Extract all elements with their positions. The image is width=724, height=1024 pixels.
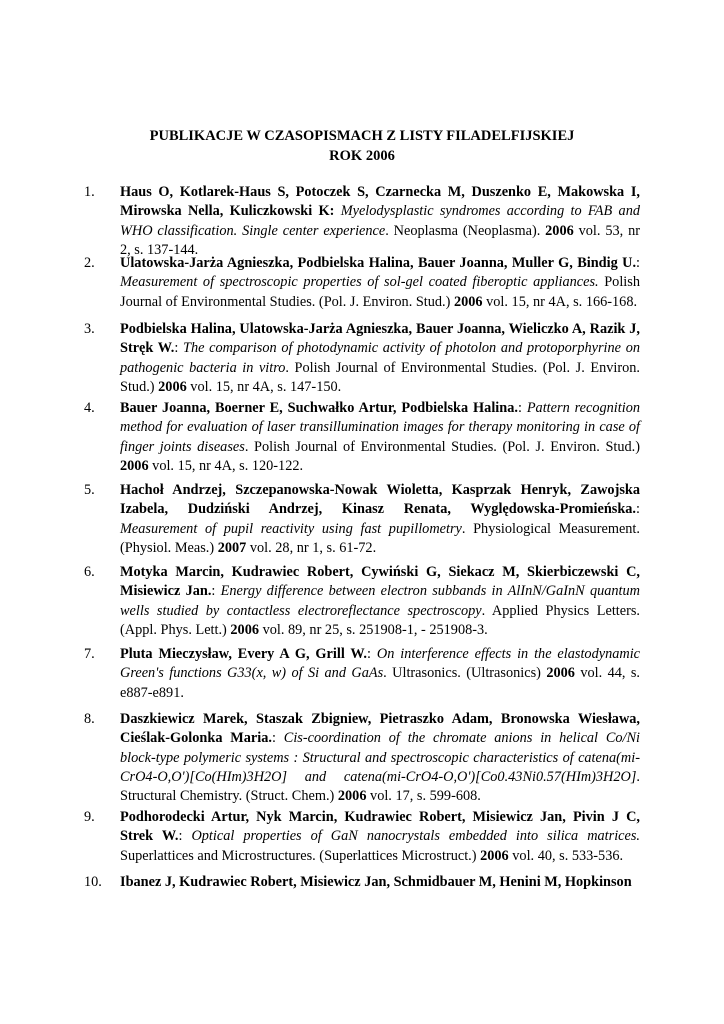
entry-year: 2006	[158, 378, 187, 395]
entry-title: On interference effects in the elastodynamic Green's functions G33(x, w) of Si and GaAs	[120, 646, 641, 682]
entry-authors: Pluta Mieczysław, Every A G, Grill W.	[120, 646, 367, 662]
entry-separator: :	[271, 730, 284, 747]
entry-title: Myelodysplastic syndromes according to FAB and WHO classification. Single center experience	[120, 203, 640, 239]
entry-title: The comparison of photodynamic activity of photolon and protoporphyrine on pathogenic bacteria in vitro	[120, 340, 640, 376]
entry-authors: Bauer Joanna, Boerner E, Suchwałko Artur, Podbielska Halina.	[120, 400, 518, 416]
entry-separator: :	[211, 583, 221, 600]
entry-text	[120, 320, 640, 397]
entry-title: Measurement of spectroscopic properties of sol-gel coated fiberoptic appliances.	[120, 274, 599, 291]
publication-entry	[84, 710, 640, 806]
entry-year: 2006	[230, 621, 259, 638]
publication-entry	[84, 254, 640, 312]
entry-details: vol. 15, nr 4A, s. 120-122.	[148, 457, 304, 474]
entry-title: Energy difference between electron subbands in AlInN/GaInN quantum wells studied by contactless electroreflectance spectroscopy	[120, 583, 640, 619]
entry-separator: :	[178, 828, 192, 845]
entry-details: vol. 40, s. 533-536.	[508, 847, 624, 864]
entry-separator: :	[367, 646, 377, 662]
entry-year: 2006	[546, 665, 575, 682]
entry-details: vol. 89, nr 25, s. 251908-1, - 251908-3.	[259, 621, 488, 638]
entry-journal: . Polish Journal of Environmental Studies. (Pol. J. Environ. Stud.)	[244, 438, 641, 455]
entry-separator: :	[517, 400, 527, 416]
publication-entry	[84, 399, 640, 476]
page-title-line1: PUBLIKACJE W CZASOPISMACH Z LISTY FILADELFIJSKIEJ	[149, 128, 575, 144]
entry-text	[120, 563, 640, 640]
entry-authors: Ibanez J, Kudrawiec Robert, Misiewicz Jan, Schmidbauer M, Henini M, Hopkinson	[120, 874, 632, 890]
entry-number: 4.	[84, 400, 95, 416]
entry-number: 3.	[84, 321, 95, 337]
entry-journal: . Physiological Measurement. (Physiol. Meas.)	[120, 520, 640, 556]
entry-details: vol. 17, s. 599-608.	[366, 788, 481, 805]
entry-number: 7.	[84, 646, 95, 662]
entry-title: Cis-coordination of the chromate anions in helical Co/Ni block-type polymeric systems : Structural and spectroscopic characteristics of catena(mi-CrO4-O,O')[Co(HIm)3H2O] and catena(mi-CrO4-O,O')[Co0.43Ni0.57(HIm)3H2O]	[120, 730, 641, 785]
entry-number: 8.	[84, 711, 95, 727]
entry-number: 1.	[84, 184, 95, 200]
entry-separator: :	[174, 340, 183, 357]
entry-details: vol. 44, s. e887-e891.	[120, 665, 640, 701]
entry-journal: . Applied Physics Letters. (Appl. Phys. Lett.)	[120, 602, 641, 638]
entry-text	[120, 481, 640, 558]
entry-separator: :	[636, 255, 640, 271]
entry-number: 5.	[84, 482, 95, 498]
entry-journal: Superlattices and Microstructures. (Superlattices Microstruct.)	[120, 847, 481, 864]
publication-entry	[84, 183, 640, 260]
entry-title: Pattern recognition method for evaluation of laser transillumination images for therapy monitoring in case of finger joints diseases	[120, 400, 641, 455]
publication-entry	[84, 645, 640, 703]
publication-entry	[84, 873, 640, 892]
entry-year: 2006	[337, 788, 367, 805]
page-title-line2: ROK 2006	[329, 148, 395, 164]
entry-authors: Hachoł Andrzej, Szczepanowska-Nowak Wioletta, Kasprzak Henryk, Zawojska Izabela, Dudziński Andrzej, Kinasz Renata, Wyględowska-Promieńska.	[120, 482, 640, 518]
entry-details: vol. 15, nr 4A, s. 166-168.	[482, 293, 638, 310]
entry-title: Optical properties of GaN nanocrystals embedded into silica matrices.	[191, 828, 641, 845]
entry-authors: Motyka Marcin, Kudrawiec Robert, Cywiński G, Siekacz M, Skierbiczewski C, Misiewicz Jan.	[120, 564, 640, 600]
entry-text	[120, 873, 640, 892]
entry-separator: :	[636, 501, 640, 518]
entry-journal: . Neoplasma (Neoplasma).	[385, 222, 546, 239]
entry-authors: Daszkiewicz Marek, Staszak Zbigniew, Pietraszko Adam, Bronowska Wiesława, Cieślak-Golonka Maria.	[120, 711, 640, 747]
entry-journal: . Polish Journal of Environmental Studies. (Pol. J. Environ. Stud.)	[120, 359, 640, 395]
entry-year: 2006	[480, 847, 509, 864]
entry-year: 2006	[120, 457, 149, 474]
entry-title: Measurement of pupil reactivity using fast pupillometry	[120, 520, 462, 537]
entry-authors: Haus O, Kotlarek-Haus S, Potoczek S, Czarnecka M, Duszenko E, Makowska I, Mirowska Nella, Kuliczkowski K:	[120, 184, 640, 220]
entry-text	[120, 710, 640, 806]
entry-number: 10.	[84, 874, 102, 890]
entry-journal: . Ultrasonics. (Ultrasonics)	[383, 665, 547, 682]
page-title	[84, 126, 640, 166]
publication-entry	[84, 481, 640, 558]
entry-details: vol. 28, nr 1, s. 61-72.	[246, 539, 377, 556]
entry-year: 2006	[545, 222, 574, 239]
entry-text	[120, 183, 640, 260]
entry-year: 2006	[453, 293, 483, 310]
entry-text	[120, 808, 640, 866]
entry-details: vol. 53, nr 2, s. 137-144.	[120, 222, 640, 258]
entry-authors: Ulatowska-Jarża Agnieszka, Podbielska Halina, Bauer Joanna, Muller G, Bindig U.	[120, 255, 637, 271]
entry-year: 2007	[217, 539, 247, 556]
entry-text	[120, 254, 640, 312]
entry-authors: Podbielska Halina, Ulatowska-Jarża Agnieszka, Bauer Joanna, Wieliczko A, Razik J, Stręk W.	[120, 321, 640, 357]
entry-text	[120, 399, 640, 476]
entry-number: 9.	[84, 809, 95, 825]
publication-entry	[84, 320, 640, 397]
publication-entry	[84, 808, 640, 866]
entry-details: vol. 15, nr 4A, s. 147-150.	[186, 378, 342, 395]
entry-text	[120, 645, 640, 703]
entry-authors: Podhorodecki Artur, Nyk Marcin, Kudrawiec Robert, Misiewicz Jan, Pivin J C, Strek W.	[120, 809, 640, 845]
entry-journal: . Structural Chemistry. (Struct. Chem.)	[120, 768, 640, 805]
entry-number: 6.	[84, 564, 95, 580]
publication-entry	[84, 563, 640, 640]
entry-number: 2.	[84, 255, 95, 271]
entry-journal: Polish Journal of Environmental Studies. (Pol. J. Environ. Stud.)	[120, 274, 640, 310]
